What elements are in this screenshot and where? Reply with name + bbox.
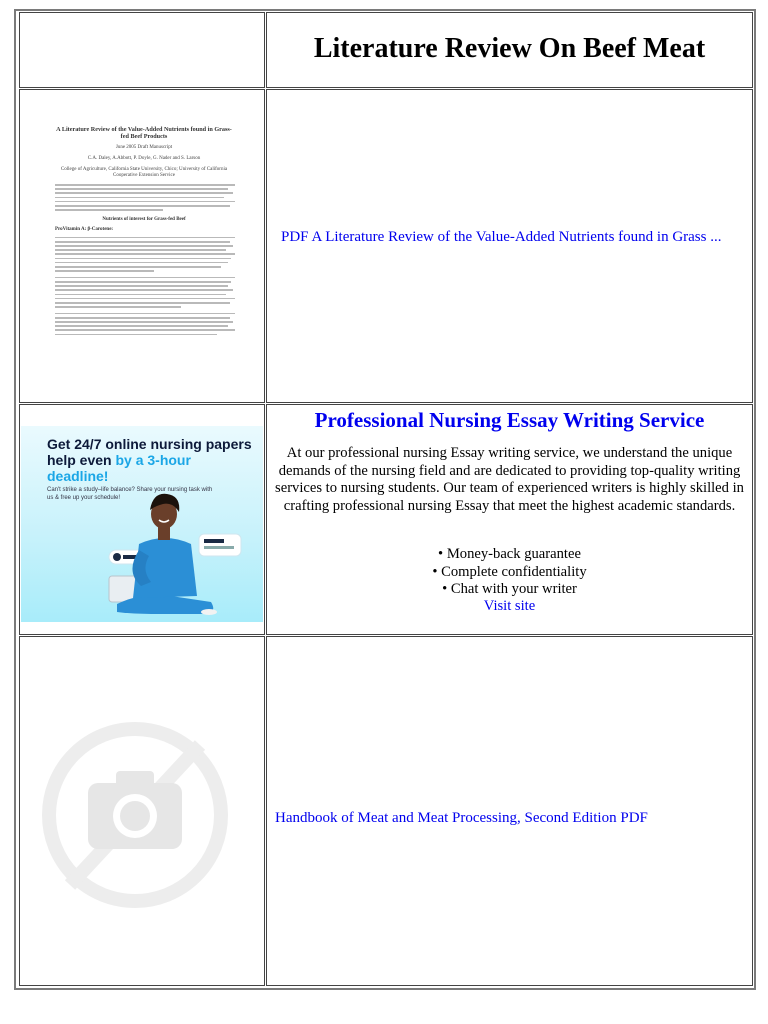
ad-title[interactable]: Professional Nursing Essay Writing Service [314,408,705,432]
bullet-item: • Money-back guarantee [438,546,581,562]
header-cell [266,12,753,88]
ad-bullet-list [267,546,752,599]
nurse-illustration [21,426,263,622]
result2-link-cell [266,636,753,986]
ad-body: At our professional nursing Essay writing service, we understand the unique demands of the nursing field and are dedicated to providing top-quality writing services to nursing students. Our team of experienced writers is highly skilled in crafting professional nursing Essay that meet the highest academic standards. [275,445,744,514]
thumb-section-heading: Nutrients of interest for Grass-fed Beef [102,216,186,222]
thumb-paragraph [55,313,235,336]
thumb-date: June 2005 Draft Manuscript [115,145,173,150]
bullet-item: • Chat with your writer [442,581,577,597]
result2-link[interactable]: Handbook of Meat and Meat Processing, Second Edition PDF [275,810,648,826]
ad-headline: Get 24/7 online nursing papers help even by a 3-hour deadline! [47,436,252,484]
thumb-authors: C.A. Daley, A.Abbott, P. Doyle, G. Nader and S. Larson [87,156,201,161]
result1-document-thumbnail[interactable] [35,118,253,388]
header-empty-cell [19,12,265,88]
page-title: Literature Review On Beef Meat [313,33,706,64]
thumb-paragraph [55,237,235,272]
ad-text-cell [266,404,753,635]
thumb-subheading: ProVitamin A: β-Carotene: [55,226,114,232]
no-image-camera-icon [40,665,230,965]
result1-link[interactable]: PDF A Literature Review of the Value-Added Nutrients found in Grass ... [281,229,722,245]
ad-subtext: Can't strike a study–life balance? Share your nursing task with us & free up your schedule! [47,487,213,501]
thumb-paragraph [55,184,235,211]
thumb-title: A Literature Review of the Value-Added Nutrients found in Grass-fed Beef Products [56,126,232,140]
visit-site-link[interactable]: Visit site [483,598,536,614]
bullet-item: • Complete confidentiality [432,563,587,580]
thumb-affiliation: College of Agriculture, California State University, Chico; University of California Cooperative Extension Service [60,167,228,178]
thumb-paragraph [55,277,235,308]
ad-banner-image[interactable] [21,426,263,622]
result1-link-cell [266,89,753,403]
